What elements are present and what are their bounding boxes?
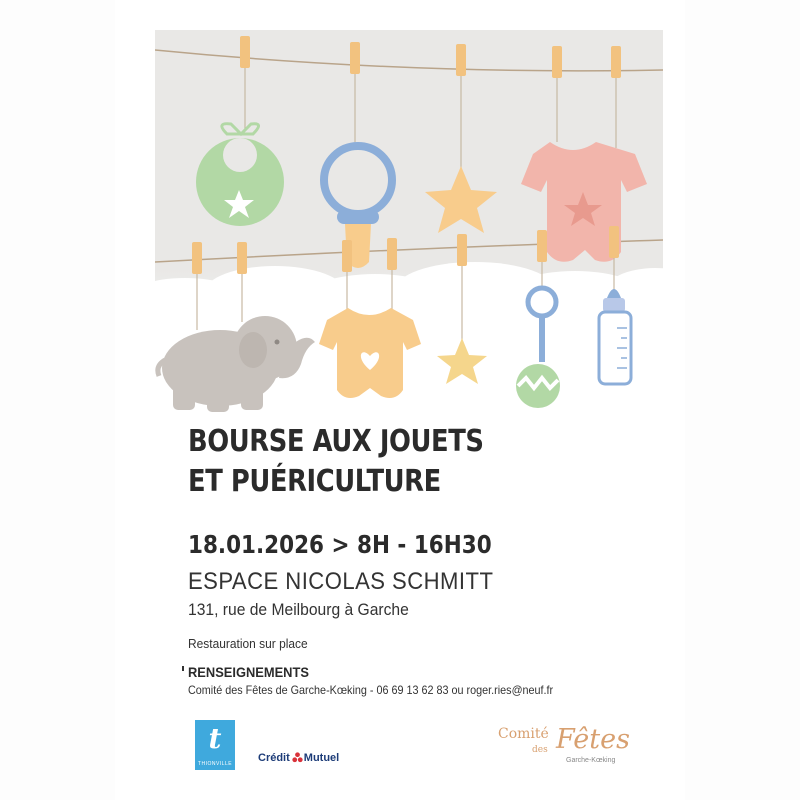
credit-mutuel-logo-part1: Crédit	[258, 752, 290, 764]
thionville-logo-word: THIONVILLE	[197, 761, 233, 767]
event-venue: ESPACE NICOLAS SCHMITT	[188, 568, 494, 595]
thionville-logo	[195, 720, 235, 770]
info-contact: Comité des Fêtes de Garche-Kœking - 06 69 13 62 83 ou roger.ries@neuf.fr	[188, 683, 554, 697]
event-address: 131, rue de Meilbourg à Garche	[188, 600, 409, 619]
baby-clothesline-illustration	[155, 30, 663, 415]
event-date-time: 18.01.2026 > 8H - 16H30	[188, 530, 492, 559]
bullet-mark	[182, 666, 184, 671]
headline-line-2: ET PUÉRICULTURE	[188, 464, 441, 499]
info-heading: RENSEIGNEMENTS	[188, 664, 309, 680]
catering-note: Restauration sur place	[188, 636, 308, 651]
headline-line-1: BOURSE AUX JOUETS	[188, 424, 484, 459]
credit-mutuel-logo-part2: Mutuel	[303, 752, 340, 764]
comite-logo-line1: Comité	[498, 726, 549, 742]
comite-logo-line3: Fêtes	[556, 724, 630, 755]
credit-mutuel-mark-icon	[292, 752, 303, 763]
credit-mutuel-logo	[258, 752, 339, 764]
thionville-logo-glyph: t	[208, 722, 222, 755]
comite-des-fetes-logo	[496, 720, 646, 770]
event-headline	[188, 422, 484, 502]
comite-logo-line4: Garche-Kœking	[566, 757, 616, 764]
comite-logo-line2: des	[532, 745, 548, 755]
